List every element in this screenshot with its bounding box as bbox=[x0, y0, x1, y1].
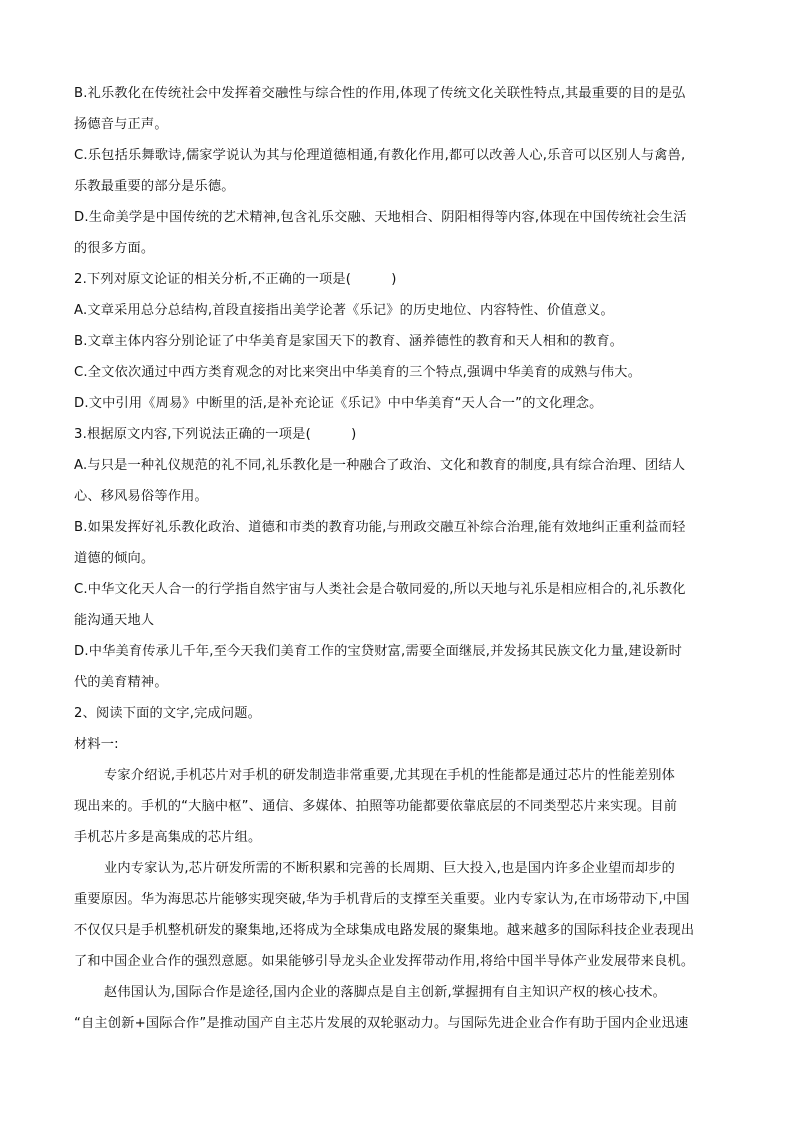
text-line: B.文章主体内容分别论证了中华美育是家国天下的教育、涵养德性的教育和天人相和的教育。 bbox=[74, 334, 624, 349]
text-line: A.文章采用总分总结构,首段直接指出美学论著《乐记》的历史地位、内容特性、价值意义。 bbox=[74, 303, 614, 318]
text-line: 了和中国企业合作的强烈意愿。如果能够引导龙头企业发挥带动作用,将给中国半导体产业发展带来良机。 bbox=[74, 954, 695, 969]
text-line: 3.根据原文内容,下列说法正确的一项是( ) bbox=[74, 427, 357, 442]
text-line: 代的美育精神。 bbox=[74, 675, 168, 690]
text-line: 业内专家认为,芯片研发所需的不断积累和完善的长周期、巨大投入,也是国内许多企业望而却步的 bbox=[104, 861, 676, 876]
text-line: C.乐包括乐舞歌诗,儒家学说认为其与伦理道德相通,有教化作用,都可以改善人心,乐音可以区别人与禽兽, bbox=[74, 148, 686, 163]
text-line: C.全文依次通过中西方类育观念的对比来突出中华美育的三个特点,强调中华美育的成熟与伟大。 bbox=[74, 365, 642, 380]
text-line: 重要原因。华为海思芯片能够实现突破,华为手机背后的支撑至关重要。业内专家认为,在市场带动下,中国 bbox=[74, 892, 690, 907]
text-line: A.与只是一种礼仪规范的礼不同,礼乐教化是一种融合了政治、文化和教育的制度,具有综合治理、团结人 bbox=[74, 458, 686, 473]
text-line: 2、阅读下面的文字,完成问题。 bbox=[74, 706, 262, 721]
text-line: “自主创新+国际合作”是推动国产自主芯片发展的双轮驱动力。与国际先进企业合作有助于国内企业迅速 bbox=[74, 1016, 689, 1031]
text-line: D.文中引用《周易》中断里的活,是补充论证《乐记》中中华美育“天人合一”的文化理念。 bbox=[74, 396, 603, 411]
text-line: 材料一: bbox=[74, 737, 119, 752]
text-line: 专家介绍说,手机芯片对手机的研发制造非常重要,尤其现在手机的性能都是通过芯片的性能差别体 bbox=[104, 768, 676, 783]
text-line: 手机芯片多是高集成的芯片组。 bbox=[74, 830, 262, 845]
text-line: D.中华美育传承儿千年,至今天我们美育工作的宝贷财富,需要全面继辰,并发扬其民族文化力量,建设新时 bbox=[74, 644, 682, 659]
text-line: D.生命美学是中国传统的艺术精神,包含礼乐交融、天地相合、阴阳相得等内容,体现在中国传统社会生活 bbox=[74, 210, 687, 225]
text-line: 2.下列对原文论证的相关分析,不正确的一项是( ) bbox=[74, 272, 397, 287]
text-line: B.如果发挥好礼乐教化政治、道德和市类的教育功能,与刑政交融互补综合治理,能有效地纠正重利益而轻 bbox=[74, 520, 686, 535]
text-line: 能沟通天地人 bbox=[74, 613, 155, 628]
text-line: C.中华文化天人合一的行学指自然宇宙与人类社会是合敬同爱的,所以天地与礼乐是相应相合的,礼乐教化 bbox=[74, 582, 686, 597]
text-line: B.礼乐教化在传统社会中发挥着交融性与综合性的作用,体现了传统文化关联性特点,其最重要的目的是弘 bbox=[74, 86, 686, 101]
text-line: 道德的倾向。 bbox=[74, 551, 155, 566]
text-line: 扬德音与正声。 bbox=[74, 117, 168, 132]
text-line: 不仅仅只是手机整机研发的聚集地,还将成为全球集成电路发展的聚集地。越来越多的国际科技企业表现出 bbox=[74, 923, 695, 938]
text-line: 心、移风易俗等作用。 bbox=[74, 489, 208, 504]
text-line: 现出来的。手机的“大脑中枢”、通信、多媒体、拍照等功能都要依靠底层的不同类型芯片来实现。目前 bbox=[74, 799, 678, 814]
text-line: 的很多方面。 bbox=[74, 241, 155, 256]
text-line: 乐教最重要的部分是乐德。 bbox=[74, 179, 235, 194]
text-line: 赵伟国认为,国际合作是途径,国内企业的落脚点是自主创新,掌握拥有自主知识产权的核心技术。 bbox=[104, 985, 667, 1000]
